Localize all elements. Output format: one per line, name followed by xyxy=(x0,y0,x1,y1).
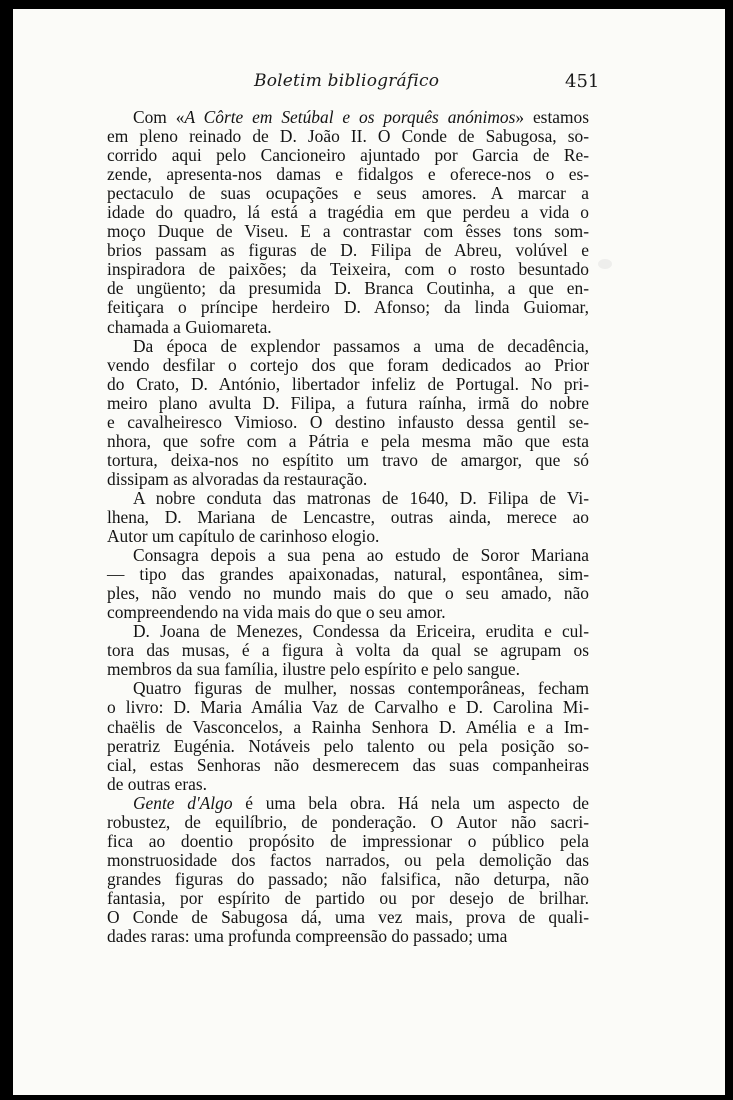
text-line xyxy=(107,698,589,717)
running-title: Boletim bibliográfico xyxy=(254,71,440,91)
text-run: vendo desfilar o cortejo dos que foram dedicados ao Prior xyxy=(107,354,589,375)
text-run: compreendendo na vida mais do que o seu amor. xyxy=(107,602,446,623)
text-line xyxy=(107,337,589,356)
text-run: lhena, D. Mariana de Lencastre, outras ainda, merece ao xyxy=(107,506,589,527)
text-line xyxy=(107,527,589,546)
text-line xyxy=(107,146,589,165)
text-line xyxy=(107,127,589,146)
text-run: — tipo das grandes apaixonadas, natural, espontânea, sim- xyxy=(107,564,589,585)
text-run: do Crato, D. António, libertador infeliz de Portugal. No pri- xyxy=(107,373,589,394)
text-run: em pleno reinado de D. João II. O Conde de Sabugosa, so- xyxy=(107,126,589,147)
text-line xyxy=(107,184,589,203)
text-line xyxy=(107,489,589,508)
text-run: » estamos xyxy=(515,107,589,127)
text-line xyxy=(107,756,589,775)
text-line xyxy=(107,660,589,679)
body-text xyxy=(107,108,589,946)
paragraph xyxy=(107,108,589,337)
text-line xyxy=(107,641,589,660)
text-line xyxy=(107,260,589,279)
text-line xyxy=(107,451,589,470)
text-line xyxy=(107,622,589,641)
text-line xyxy=(107,737,589,756)
paragraph xyxy=(107,622,589,679)
text-line xyxy=(107,584,589,603)
text-line xyxy=(107,241,589,260)
italic-title: A Côrte em Setúbal e os porquês anónimos xyxy=(184,107,516,127)
text-run: brios passam as figuras de D. Filipa de Abreu, volúvel e xyxy=(107,240,589,261)
text-line xyxy=(107,679,589,698)
text-run: pectaculo de suas ocupações e seus amores. A marcar a xyxy=(107,183,589,204)
page-number: 451 xyxy=(565,71,600,92)
text-run: ples, não vendo no mundo mais do que o seu amado, não xyxy=(107,583,589,604)
text-run: dades raras: uma profunda compreensão do passado; uma xyxy=(107,926,508,947)
text-run: Com « xyxy=(133,107,185,127)
text-line xyxy=(107,375,589,394)
book-page xyxy=(13,9,725,1095)
text-line xyxy=(107,832,589,851)
text-run: Quatro figuras de mulher, nossas contemporâneas, fecham xyxy=(133,678,589,699)
text-line xyxy=(107,318,589,337)
text-run: Da época de explendor passamos a uma de decadência, xyxy=(133,335,589,356)
text-line xyxy=(107,508,589,527)
text-run: tora das musas, é a figura à volta da qual se agrupam os xyxy=(107,640,589,661)
text-run: nhora, que sofre com a Pátria e pela mesma mão que esta xyxy=(107,430,589,451)
text-run: moço Duque de Viseu. E a contrastar com êsses tons som- xyxy=(107,221,589,242)
text-line xyxy=(107,298,589,317)
running-header xyxy=(13,71,725,101)
text-line xyxy=(107,889,589,908)
paragraph xyxy=(107,546,589,622)
text-run: o livro: D. Maria Amália Vaz de Carvalho e D. Carolina Mi- xyxy=(107,697,589,718)
text-line xyxy=(107,222,589,241)
paragraph xyxy=(107,679,589,793)
text-line xyxy=(107,279,589,298)
text-run: meiro plano avulta D. Filipa, a futura raínha, irmã do nobre xyxy=(107,392,589,413)
text-line xyxy=(107,108,589,127)
text-line xyxy=(107,603,589,622)
text-run: zende, apresenta-nos damas e fidalgos e oferece-nos o es- xyxy=(107,164,589,185)
text-line xyxy=(107,394,589,413)
text-run: tortura, deixa-nos no espítito um travo de amargor, que só xyxy=(107,449,589,470)
text-line xyxy=(107,718,589,737)
text-line xyxy=(107,851,589,870)
text-run: Autor um capítulo de carinhoso elogio. xyxy=(107,526,380,547)
text-run: chaëlis de Vasconcelos, a Rainha Senhora D. Amélia e a Im- xyxy=(107,716,589,737)
text-run: corrido aqui pelo Cancioneiro ajuntado por Garcia de Re- xyxy=(107,145,589,166)
text-line xyxy=(107,870,589,889)
text-line xyxy=(107,432,589,451)
text-run: membros da sua família, ilustre pelo espírito e pelo sangue. xyxy=(107,659,520,680)
paragraph xyxy=(107,489,589,546)
text-run: feitiçara o príncipe herdeiro D. Afonso; da linda Guiomar, xyxy=(107,297,589,318)
text-line xyxy=(107,470,589,489)
text-run: e cavalheiresco Vimioso. O destino infausto dessa gentil se- xyxy=(107,411,589,432)
text-run: de outras eras. xyxy=(107,773,207,794)
text-line xyxy=(107,413,589,432)
paragraph xyxy=(107,794,589,946)
text-run: Consagra depois a sua pena ao estudo de Soror Mariana xyxy=(133,545,589,566)
paragraph xyxy=(107,337,589,489)
text-line xyxy=(107,165,589,184)
text-run: chamada a Guiomareta. xyxy=(107,316,272,337)
text-run: dissipam as alvoradas da restauração. xyxy=(107,468,368,489)
text-line xyxy=(107,565,589,584)
text-run: cial, estas Senhoras não desmerecem das suas companheiras xyxy=(107,754,589,775)
text-run: é uma bela obra. Há nela um aspecto de xyxy=(232,792,589,813)
text-run: fica ao doentio propósito de impressionar o público pela xyxy=(107,830,589,851)
text-run: inspiradora de paixões; da Teixeira, com o rosto besuntado xyxy=(107,259,589,280)
italic-title: Gente d'Algo xyxy=(133,792,233,813)
text-line xyxy=(107,775,589,794)
text-line xyxy=(107,813,589,832)
text-line xyxy=(107,546,589,565)
text-run: A nobre conduta das matronas de 1640, D. Filipa de Vi- xyxy=(133,487,589,508)
text-line xyxy=(107,356,589,375)
text-line xyxy=(107,794,589,813)
paper-blemish xyxy=(598,259,612,269)
text-run: peratriz Eugénia. Notáveis pelo talento ou pela posição so- xyxy=(107,735,589,756)
text-run: idade do quadro, lá está a tragédia em que perdeu a vida o xyxy=(107,202,589,223)
text-run: robustez, de equilíbrio, de ponderação. O Autor não sacri- xyxy=(107,811,589,832)
text-run: fantasia, por espírito de partido ou por desejo de brilhar. xyxy=(107,887,589,908)
text-run: O Conde de Sabugosa dá, uma vez mais, prova de quali- xyxy=(107,906,589,927)
text-run: de ungüento; da presumida D. Branca Coutinha, a que en- xyxy=(107,278,589,299)
text-run: grandes figuras do passado; não falsifica, não deturpa, não xyxy=(107,868,589,889)
text-line xyxy=(107,203,589,222)
text-run: D. Joana de Menezes, Condessa da Ericeira, erudita e cul- xyxy=(133,621,589,642)
text-run: monstruosidade dos factos narrados, ou pela demolição das xyxy=(107,849,589,870)
text-line xyxy=(107,908,589,927)
text-line xyxy=(107,927,589,946)
